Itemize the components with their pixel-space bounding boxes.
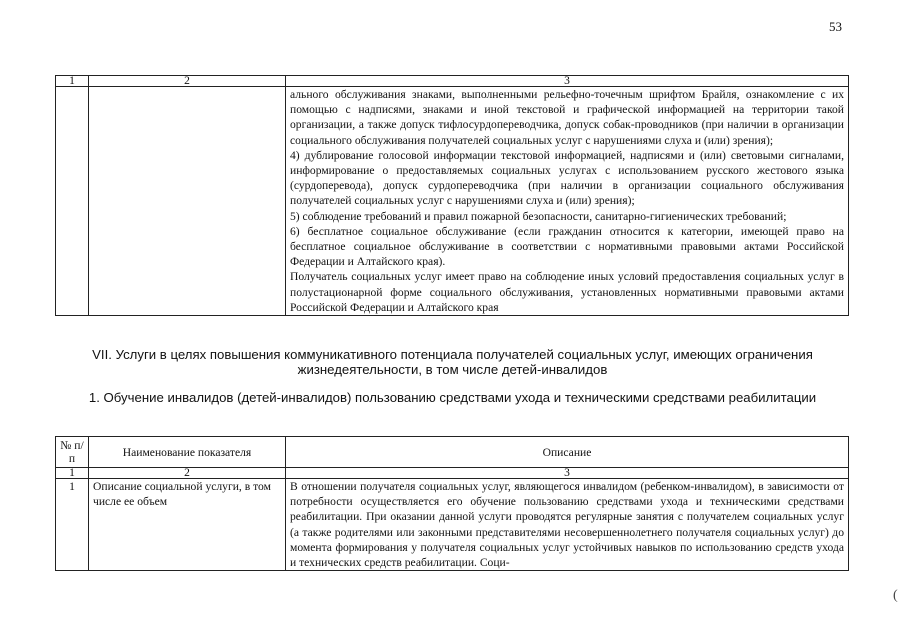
subsection-heading: 1. Обучение инвалидов (детей-инвалидов) пользованию средствами ухода и техническими средствами реабилитации [88,390,817,405]
paragraph: 6) бесплатное социальное обслуживание (если гражданин относится к категории, имеющей право на бесплатное социальное обслуживание в соответствии с нормативными правовыми актами Российской Федерации и Алтайского края). [290,224,844,269]
column-number-3: 3 [286,468,849,479]
paragraph: 5) соблюдение требований и правил пожарной безопасности, санитарно-гигиенических требований; [290,209,787,223]
paragraph: ального обслуживания знаками, выполненными рельефно-точечным шрифтом Брайля, ознакомление с их помощью с надписями, знаками и иной текстовой и графической информацией на территории такой организации, а также допуск тифлосурдопереводчика, допуск собак-проводников (при наличии в организации социального обслуживания получателей социальных услуг с нарушениями слуха и (или) зрения); [290,88,844,147]
header-row [56,437,849,468]
description-cell [286,87,849,316]
header-description: Описание [286,437,849,468]
header-indicator-name: Наименование показателя [89,437,286,468]
column-number-2: 2 [89,468,286,479]
conditions-table-continued [55,75,849,316]
paragraph: Получатель социальных услуг имеет право на соблюдение иных условий предоставления социальных услуг в полустационарной форме социального обслуживания, установленных нормативными правовыми актами Российской Федерации и Алтайского края [290,270,844,314]
description-cell: В отношении получателя социальных услуг, являющегося инвалидом (ребенком-инвалидом), в зависимости от потребности осуществляется его обучение пользованию средствами ухода и техническими средствами реабилитации. При оказании данной услуги проводятся регулярные занятия с получателем социальных услуг (а также родителями или законными представителями несовершеннолетнего получателя социальных услуг) до момента формирования у получателя социальных услуг устойчивых навыков по использованию средств ухода и технических средств реабилитации. Соци- [286,479,849,571]
margin-mark: ( [893,588,898,603]
indicator-name: Описание социальной услуги, в том числе ее объем [89,479,286,571]
column-number-row [56,76,849,87]
column-number-row [56,468,849,479]
section-heading: VII. Услуги в целях повышения коммуникативного потенциала получателей социальных услуг, имеющих ограничения жизнедеятельности, в том числе детей-инвалидов [92,347,813,377]
page-number: 53 [829,19,842,34]
row-number: 1 [56,479,89,571]
paragraph: 4) дублирование голосовой информации текстовой информацией, надписями и (или) световыми сигналами, информирование о предоставляемых социальных услугах с использованием русского жестового языка (сурдоперевода), допуск сурдопереводчика (при наличии в организации социального обслуживания получателей социальных услуг с нарушениями слуха и (или) зрения); [290,148,844,208]
column-number-2: 2 [89,76,286,87]
empty-cell [89,87,286,316]
empty-cell [56,87,89,316]
column-number-3: 3 [286,76,849,87]
header-number: № п/п [56,437,89,468]
table-row [56,87,849,316]
table-row [56,479,849,571]
service-table [55,436,849,571]
column-number-1: 1 [56,468,89,479]
column-number-1: 1 [56,76,89,87]
